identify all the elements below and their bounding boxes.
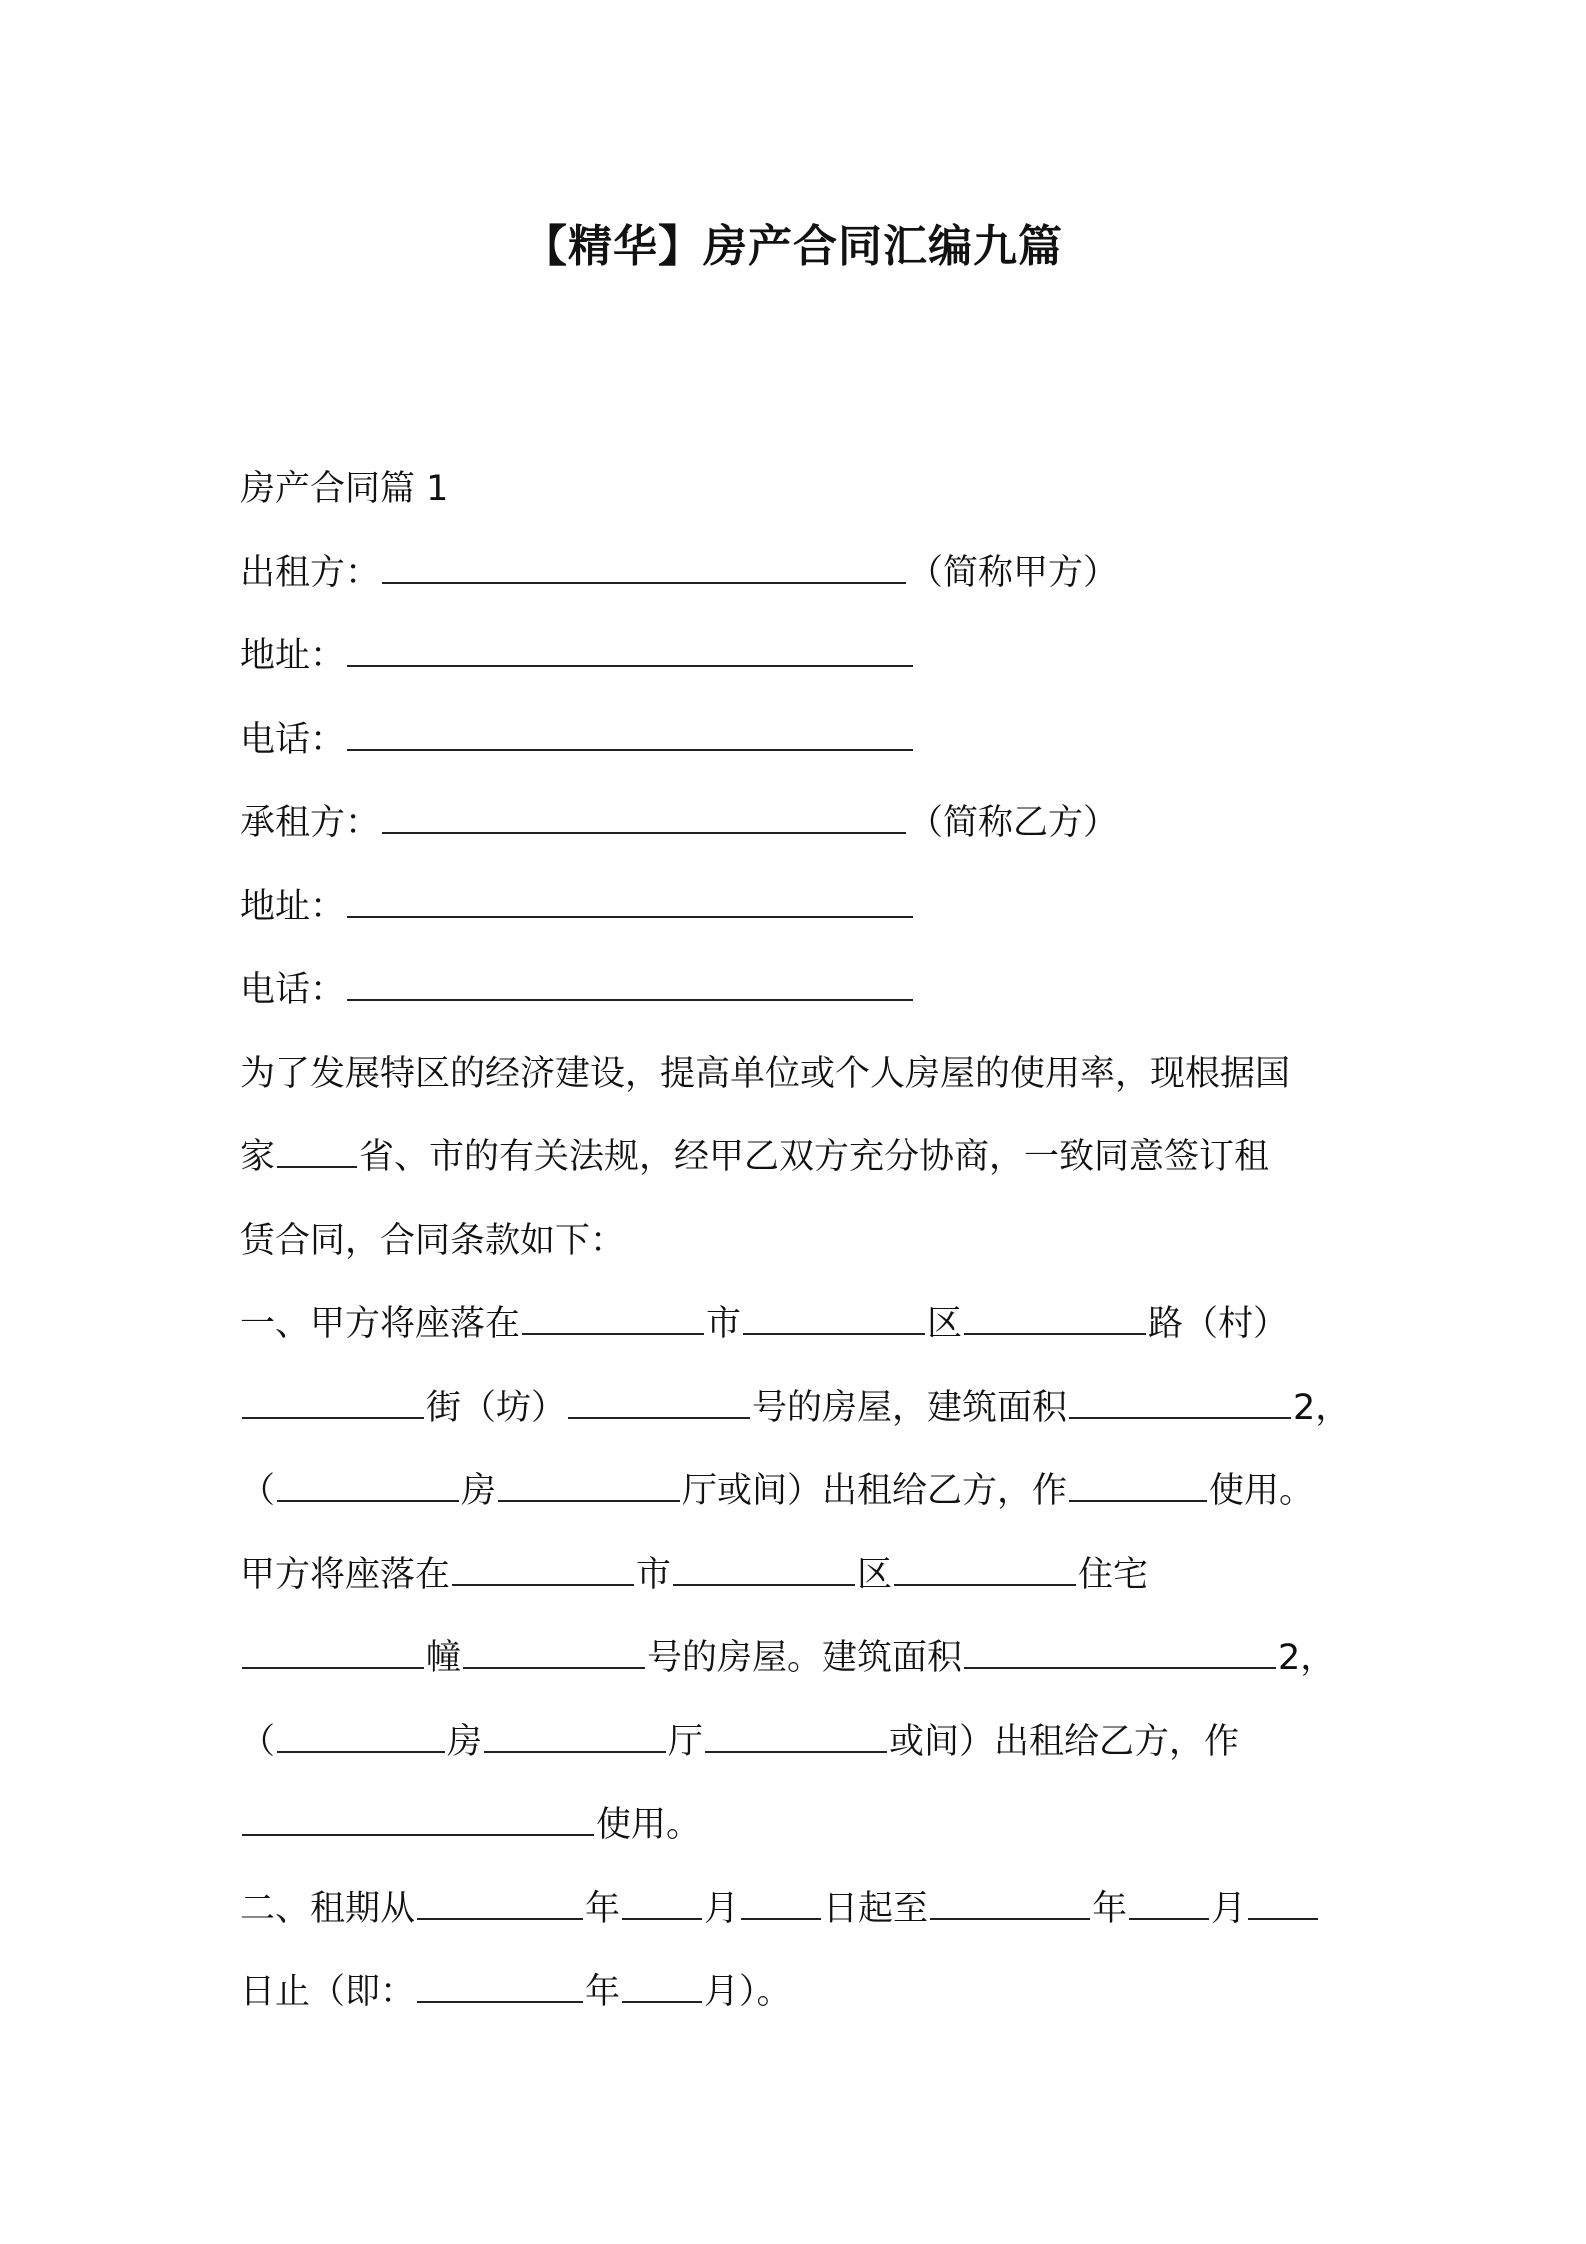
district-blank bbox=[673, 1554, 855, 1586]
use-blank bbox=[1069, 1470, 1207, 1502]
clause-text: 号的房屋。建筑面积 bbox=[647, 1638, 963, 1678]
clause-text: 2， bbox=[1278, 1638, 1336, 1678]
clause-text: 月 bbox=[704, 1888, 740, 1929]
phone-label: 电话： bbox=[240, 970, 346, 1010]
area-blank bbox=[964, 1637, 1276, 1669]
lessor-suffix: （简称甲方） bbox=[908, 552, 1119, 593]
intro-line-2 bbox=[240, 1116, 1360, 1200]
clause-text: 月）。 bbox=[704, 1972, 792, 2012]
clause-text: 幢 bbox=[426, 1638, 462, 1678]
lessee-blank bbox=[382, 802, 906, 834]
clause-text: 甲方将座落在 bbox=[240, 1554, 451, 1595]
clause-text: 日起至 bbox=[823, 1888, 929, 1929]
clause-text: （ bbox=[240, 1721, 276, 1762]
clause-1-line-7 bbox=[240, 1784, 1360, 1868]
lessee-suffix: （简称乙方） bbox=[908, 803, 1119, 843]
phone-label: 电话： bbox=[240, 719, 346, 760]
rooms-alt-blank bbox=[705, 1721, 887, 1753]
road-blank bbox=[964, 1303, 1146, 1335]
clause-text: 一、甲方将座落在 bbox=[240, 1304, 521, 1344]
clause-text: 住宅 bbox=[1078, 1554, 1149, 1595]
address-label: 地址： bbox=[240, 886, 346, 927]
lessor-label: 出租方： bbox=[240, 552, 381, 593]
start-month-blank bbox=[622, 1888, 702, 1920]
clause-2-line-2 bbox=[240, 1951, 1360, 2035]
lessor-blank bbox=[382, 552, 906, 584]
province-blank bbox=[277, 1136, 357, 1168]
lessor-address-line bbox=[240, 615, 1360, 699]
intro-line-1: 为了发展特区的经济建设，提高单位或个人房屋的使用率，现根据国 bbox=[240, 1053, 1291, 1094]
clause-text: 市 bbox=[636, 1554, 672, 1595]
lessor-phone-line bbox=[240, 699, 1360, 783]
clause-text: 或间）出租给乙方，作 bbox=[889, 1721, 1240, 1762]
area-blank bbox=[1069, 1387, 1291, 1419]
clause-text: 日止（即： bbox=[240, 1972, 416, 2012]
end-month-blank bbox=[1129, 1888, 1209, 1920]
document-body bbox=[240, 448, 1360, 2035]
start-day-blank bbox=[741, 1888, 821, 1920]
clause-text: 市 bbox=[706, 1304, 742, 1344]
building-blank bbox=[242, 1637, 424, 1669]
address-blank bbox=[347, 886, 913, 918]
clause-text: 使用。 bbox=[1209, 1471, 1315, 1511]
clause-text: 号的房屋，建筑面积 bbox=[752, 1387, 1068, 1428]
section-heading: 房产合同篇 1 bbox=[240, 469, 449, 509]
phone-blank bbox=[347, 969, 913, 1001]
halls-blank bbox=[484, 1721, 666, 1753]
clause-text: （ bbox=[240, 1471, 276, 1511]
clause-text: 二、租期从 bbox=[240, 1888, 416, 1929]
clause-text: 房 bbox=[461, 1471, 497, 1511]
start-year-blank bbox=[417, 1888, 583, 1920]
halls-blank bbox=[498, 1470, 680, 1502]
district-blank bbox=[743, 1303, 925, 1335]
clause-text: 使用。 bbox=[596, 1805, 702, 1845]
city-blank bbox=[522, 1303, 704, 1335]
number-blank bbox=[463, 1637, 645, 1669]
address-label: 地址： bbox=[240, 636, 346, 676]
clause-text: 区 bbox=[857, 1554, 893, 1595]
clause-text: 年 bbox=[1092, 1888, 1128, 1929]
lessee-phone-line bbox=[240, 949, 1360, 1033]
clause-1-line-4 bbox=[240, 1534, 1360, 1618]
use-blank bbox=[242, 1804, 594, 1836]
number-blank bbox=[568, 1387, 750, 1419]
clause-1-line-6 bbox=[240, 1701, 1360, 1785]
lessee-label: 承租方： bbox=[240, 803, 381, 843]
rooms-blank bbox=[277, 1470, 459, 1502]
end-year-blank bbox=[930, 1888, 1090, 1920]
street-blank bbox=[242, 1387, 424, 1419]
end-day-blank bbox=[1248, 1888, 1318, 1920]
estate-blank bbox=[894, 1554, 1076, 1586]
clause-text: 房 bbox=[447, 1721, 483, 1762]
lessor-line bbox=[240, 532, 1360, 616]
clause-text: 街（坊） bbox=[426, 1387, 567, 1428]
clause-text: 厅或间）出租给乙方，作 bbox=[682, 1471, 1068, 1511]
clause-text: 月 bbox=[1211, 1888, 1247, 1929]
phone-blank bbox=[347, 719, 913, 751]
clause-text: 区 bbox=[927, 1304, 963, 1344]
clause-1-line-1 bbox=[240, 1283, 1360, 1367]
clause-1-line-5 bbox=[240, 1617, 1360, 1701]
clause-text: 年 bbox=[585, 1888, 621, 1929]
clause-text: 厅 bbox=[668, 1721, 704, 1762]
document-title: 【精华】房产合同汇编九篇 bbox=[523, 221, 1063, 272]
intro-line-3: 赁合同，合同条款如下： bbox=[240, 1220, 626, 1261]
months-blank bbox=[622, 1971, 702, 2003]
clause-1-line-3 bbox=[240, 1450, 1360, 1534]
clause-1-line-2 bbox=[240, 1367, 1360, 1451]
lessee-line bbox=[240, 782, 1360, 866]
city-blank bbox=[452, 1554, 634, 1586]
intro-text: 省、市的有关法规，经甲乙双方充分协商，一致同意签订租 bbox=[359, 1137, 1270, 1177]
intro-text: 家 bbox=[240, 1137, 276, 1177]
clause-text: 年 bbox=[585, 1972, 621, 2012]
years-blank bbox=[417, 1971, 583, 2003]
rooms-blank bbox=[277, 1721, 445, 1753]
clause-2-line-1 bbox=[240, 1868, 1360, 1952]
lessee-address-line bbox=[240, 866, 1360, 950]
clause-text: 2， bbox=[1293, 1387, 1351, 1428]
address-blank bbox=[347, 635, 913, 667]
clause-text: 路（村） bbox=[1148, 1304, 1289, 1344]
